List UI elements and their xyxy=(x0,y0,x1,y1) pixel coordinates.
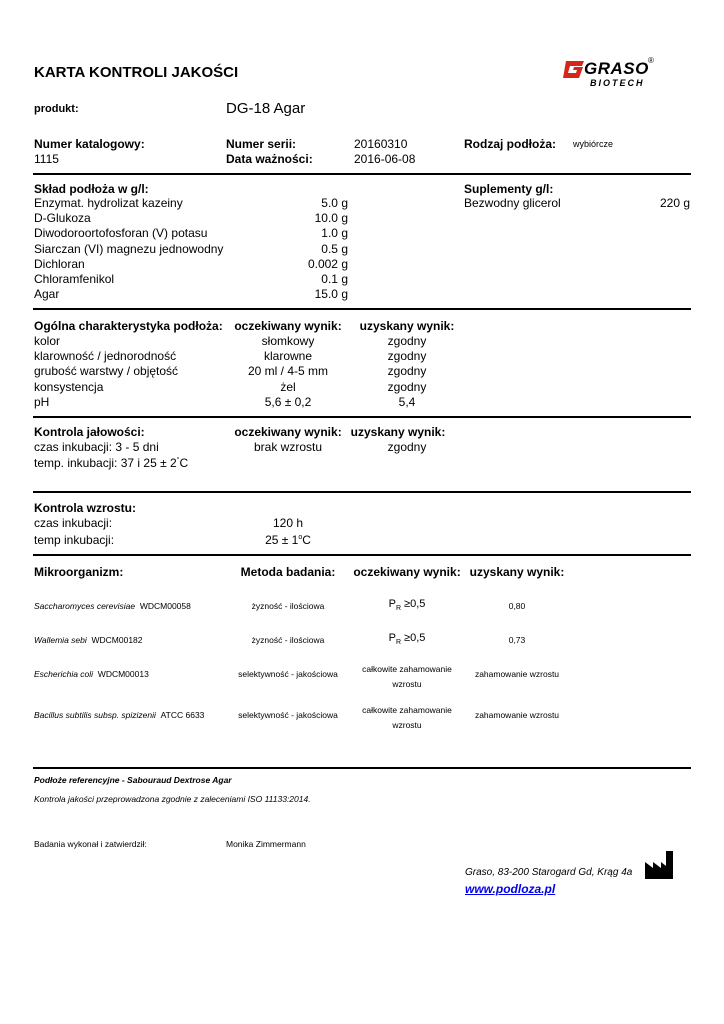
growth-temp-unit: C xyxy=(302,533,311,547)
sterility-time: czas inkubacji: 3 - 5 dni xyxy=(34,440,159,454)
expected-threshold: ≥0,5 xyxy=(401,632,426,644)
growth-time-value: 120 h xyxy=(272,516,304,530)
product-label: produkt: xyxy=(34,103,79,115)
general-expected xyxy=(228,334,348,410)
expected-value: żel xyxy=(280,379,296,394)
organism-name: Saccharomyces cerevisiae xyxy=(34,601,136,611)
expected-line: całkowite zahamowanie xyxy=(362,705,452,715)
signed-name: Monika Zimmermann xyxy=(226,839,306,849)
medium-type-value: wybiórcze xyxy=(573,139,614,149)
supplement-name: Bezwodny glicerol xyxy=(464,196,561,210)
expected-symbol: P xyxy=(388,632,396,644)
micro-organism-row xyxy=(34,669,149,679)
param-name: klarowność / jednorodność xyxy=(34,349,177,364)
ingredient-name: Enzymat. hydrolizat kazeiny xyxy=(34,196,183,210)
ingredient-amount: 0.1 g xyxy=(321,272,348,287)
sterility-obtained: zgodny xyxy=(387,440,427,454)
ingredient-name: Dichloran xyxy=(34,256,85,271)
catalog-value: 1115 xyxy=(34,152,59,166)
micro-method: żyzność - ilościowa xyxy=(251,635,325,645)
micro-method: selektywność - jakościowa xyxy=(238,669,338,679)
composition-names xyxy=(34,196,223,302)
ingredient-amount: 5.0 g xyxy=(321,196,348,210)
logo-name: GRASO xyxy=(584,59,649,78)
supplements-title: Suplementy g/l: xyxy=(464,182,554,196)
ingredient-amount: 0.5 g xyxy=(321,241,348,256)
param-name: kolor xyxy=(34,334,61,348)
ingredient-name: Agar xyxy=(34,287,60,302)
param-name: pH xyxy=(34,394,50,409)
ingredient-name: Diwodoroortofosforan (V) potasu xyxy=(34,226,208,241)
general-expected-header: oczekiwany wynik: xyxy=(234,319,342,333)
series-label: Numer serii: xyxy=(226,137,297,151)
organism-strain: WDCM00013 xyxy=(97,669,149,679)
company-address: Graso, 83-200 Starogard Gd, Krąg 4a xyxy=(465,867,633,878)
expected-value: słomkowy xyxy=(261,334,315,348)
organism-name: Escherichia coli xyxy=(34,669,94,679)
param-name: konsystencja xyxy=(34,379,104,394)
graso-logo xyxy=(562,55,662,91)
ingredient-amount: 1.0 g xyxy=(321,226,348,241)
obtained-value: zgodny xyxy=(387,379,427,394)
signed-label: Badania wykonał i zatwierdził: xyxy=(34,839,147,849)
expected-value: klarowne xyxy=(263,349,313,364)
sterility-title: Kontrola jałowości: xyxy=(34,425,145,439)
organism-name: Bacillus subtilis subsp. spizizenii xyxy=(34,710,156,720)
ingredient-name: Chloramfenikol xyxy=(34,272,115,287)
catalog-label: Numer katalogowy: xyxy=(34,137,145,151)
composition-title: Skład podłoża w g/l: xyxy=(34,182,149,196)
expected-line: wzrostu xyxy=(392,679,422,689)
micro-organism-row xyxy=(34,601,191,611)
divider xyxy=(33,416,691,418)
expected-line: wzrostu xyxy=(392,720,422,730)
growth-temp-label: temp inkubacji: xyxy=(34,533,115,547)
expiry-label: Data ważności: xyxy=(226,152,313,166)
organism-strain: WDCM00182 xyxy=(91,635,143,645)
micro-col-organism: Mikroorganizm: xyxy=(34,565,124,579)
logo-registered: ® xyxy=(648,56,654,65)
supplement-amount: 220 g xyxy=(659,196,690,210)
param-name: grubość warstwy / objętość xyxy=(34,364,179,379)
degree-sign: o xyxy=(298,534,303,541)
micro-col-expected: oczekiwany wynik: xyxy=(353,565,461,579)
ingredient-name: Siarczan (VI) magnezu jednowodny xyxy=(34,241,224,256)
micro-col-method: Metoda badania: xyxy=(240,565,336,579)
expected-value: 5,6 ± 0,2 xyxy=(264,394,312,409)
obtained-value: zgodny xyxy=(387,334,427,348)
expected-symbol: P xyxy=(388,598,396,610)
obtained-value: 5,4 xyxy=(398,394,416,409)
organism-strain: WDCM00058 xyxy=(139,601,191,611)
expected-line: całkowite zahamowanie xyxy=(362,664,452,674)
ingredient-amount: 0.002 g xyxy=(307,256,348,271)
general-params xyxy=(34,334,178,410)
ingredient-amount: 10.0 g xyxy=(314,211,348,226)
divider xyxy=(33,554,691,556)
sterility-temp xyxy=(34,456,188,470)
micro-expected xyxy=(347,703,467,733)
manufacturer-icon xyxy=(644,850,674,880)
expiry-value: 2016-06-08 xyxy=(354,152,416,166)
micro-obtained: zahamowanie wzrostu xyxy=(474,669,560,679)
website-link[interactable]: www.podloza.pl xyxy=(465,882,556,896)
micro-obtained: zahamowanie wzrostu xyxy=(474,710,560,720)
sterility-expected-header: oczekiwany wynik: xyxy=(234,425,342,439)
micro-method: selektywność - jakościowa xyxy=(238,710,338,720)
organism-name: Wallemia sebi xyxy=(34,635,87,645)
sterility-expected: brak wzrostu xyxy=(253,440,323,454)
standard-note: Kontrola jakości przeprowadzona zgodnie z zaleceniami ISO 11133:2014. xyxy=(34,794,311,804)
micro-obtained: 0,80 xyxy=(508,601,526,611)
micro-expected xyxy=(347,662,467,692)
product-name: DG-18 Agar xyxy=(226,100,306,117)
micro-expected xyxy=(347,632,467,646)
growth-time-label: czas inkubacji: xyxy=(34,516,113,530)
sterility-temp-unit: C xyxy=(179,456,189,470)
divider xyxy=(33,767,691,769)
general-obtained xyxy=(347,334,467,410)
micro-organism-row xyxy=(34,710,204,720)
expected-value: 20 ml / 4-5 mm xyxy=(247,364,328,379)
expected-threshold: ≥0,5 xyxy=(401,598,426,610)
general-title: Ogólna charakterystyka podłoża: xyxy=(34,319,223,333)
divider xyxy=(33,491,691,493)
ingredient-amount: 15.0 g xyxy=(314,287,348,302)
micro-col-obtained: uzyskany wynik: xyxy=(469,565,565,579)
micro-obtained: 0,73 xyxy=(508,635,526,645)
divider xyxy=(33,308,691,310)
micro-method: żyzność - ilościowa xyxy=(251,601,325,611)
growth-title: Kontrola wzrostu: xyxy=(34,501,136,515)
divider xyxy=(33,173,691,175)
sterility-temp-value: temp. inkubacji: 37 i 25 ± 2 xyxy=(34,456,177,470)
obtained-value: zgodny xyxy=(387,364,427,379)
micro-expected xyxy=(347,598,467,612)
growth-temp-value xyxy=(228,533,348,547)
medium-type-label: Rodzaj podłoża: xyxy=(464,137,556,151)
obtained-value: zgodny xyxy=(387,349,427,364)
page-title: KARTA KONTROLI JAKOŚCI xyxy=(34,64,239,81)
ingredient-name: D-Glukoza xyxy=(34,211,91,226)
reference-medium: Podłoże referencyjne - Sabouraud Dextrose Agar xyxy=(34,775,232,785)
expected-subscript: R xyxy=(395,605,401,613)
composition-amounts xyxy=(268,196,348,302)
series-value: 20160310 xyxy=(354,137,408,151)
organism-strain: ATCC 6633 xyxy=(160,710,205,720)
degree-sign: ° xyxy=(176,457,180,464)
sterility-obtained-header: uzyskany wynik: xyxy=(350,425,446,439)
logo-subtitle: BIOTECH xyxy=(590,78,645,88)
expected-subscript: R xyxy=(395,639,401,647)
general-obtained-header: uzyskany wynik: xyxy=(359,319,455,333)
growth-temp-number: 25 ± 1 xyxy=(265,533,299,547)
micro-organism-row xyxy=(34,635,143,645)
